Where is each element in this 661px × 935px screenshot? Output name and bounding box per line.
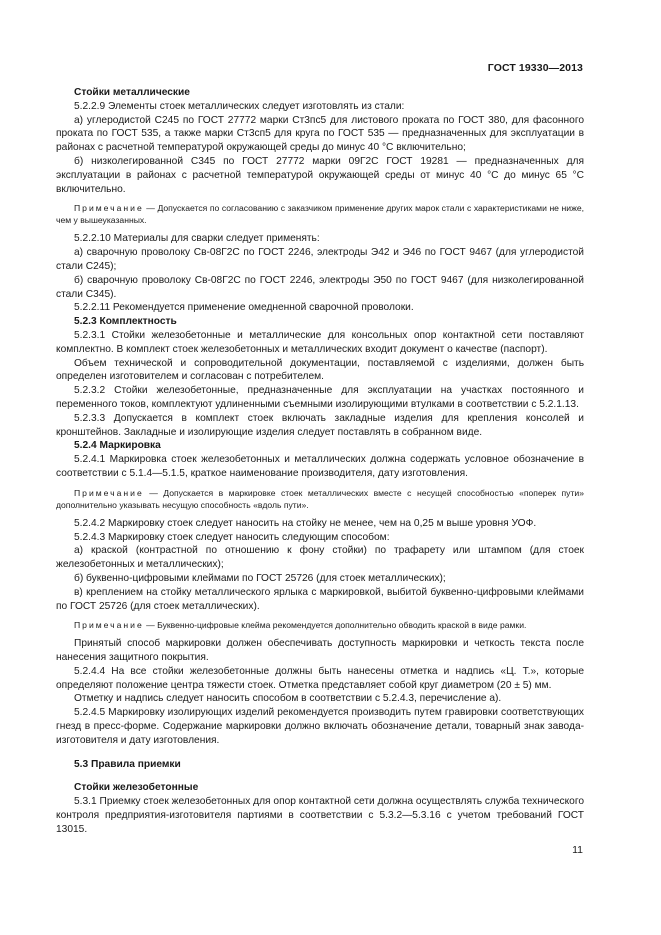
paragraph: 5.2.4.1 Маркировка стоек железобетонных и металлических должна содержать условное обозначение в соответствии с 5.1.4—5.1.5, краткое наименование производителя, дату изготовления.: [56, 454, 584, 479]
paragraph: 5.2.4.5 Маркировку изолирующих изделий рекомендуется производить путем гравировки соответствующих гнезд в пресс-форме. Содержание маркировки должно включать обозначение детали, товарный знак завода-изготовителя и дату изготовления.: [56, 707, 584, 746]
note-label: Примечание: [74, 203, 144, 214]
note-paragraph: [56, 487, 584, 511]
paragraph: а) углеродистой С245 по ГОСТ 27772 марки Ст3пс5 для листового проката по ГОСТ 380, для фасонного проката по ГОСТ 535, а также марки Ст3сп5 для круга по ГОСТ 535 — предназначенных для эксплуатации в районах с расчетной температурой окружающей среды до минус 40 °С включительно;: [56, 114, 584, 154]
page-number: 11: [572, 844, 583, 856]
paragraph: Отметку и надпись следует наносить способом в соответствии с 5.2.4.3, перечисление а).: [74, 693, 502, 705]
section-heading: Стойки железобетонные: [74, 782, 199, 794]
section-heading: 5.3 Правила приемки: [74, 758, 181, 770]
section-heading: 5.2.4 Маркировка: [74, 440, 161, 452]
note-label: Примечание: [74, 620, 144, 631]
paragraph: б) буквенно-цифровыми клеймами по ГОСТ 25726 (для стоек металлических);: [74, 572, 446, 584]
paragraph: 5.2.4.3 Маркировку стоек следует наносить следующим способом:: [74, 531, 390, 543]
paragraph: 5.2.4.2 Маркировку стоек следует наносить на стойку не менее, чем на 0,25 м выше уровня УОФ.: [74, 517, 537, 529]
note-paragraph: [56, 202, 584, 226]
note-label: Примечание: [74, 487, 144, 498]
paragraph: а) сварочную проволоку Св-08Г2С по ГОСТ 2246, электроды Э42 и Э46 по ГОСТ 9467 (для углеродистой стали С245);: [56, 247, 584, 272]
note-paragraph: [56, 619, 584, 631]
paragraph: 5.2.3.3 Допускается в комплект стоек включать закладные изделия для крепления консолей и кронштейнов. Закладные и изолирующие изделия следует поставлять в собранном виде.: [56, 412, 584, 438]
paragraph: б) сварочную проволоку Св-08Г2С по ГОСТ 2246, электроды Э50 по ГОСТ 9467 (для низколегированной стали С345).: [56, 274, 584, 300]
section-heading: 5.2.3 Комплектность: [74, 316, 177, 328]
document-code: ГОСТ 19330—2013: [487, 62, 583, 74]
paragraph: 5.2.4.4 На все стойки железобетонные должны быть нанесены отметка и надпись «Ц. Т.», которые определяют положение центра тяжести стоек. Отметка представляет собой круг диаметром (20 ± 5) мм.: [56, 665, 584, 691]
paragraph: 5.2.3.2 Стойки железобетонные, предназначенные для эксплуатации на участках постоянного и переменного токов, комплектуют удлиненными съемными изолирующими втулками в соответствии с 5.2.1.13.: [56, 385, 584, 410]
note-text: — Допускается по согласованию с заказчиком применение других марок стали с характеристиками не ниже, чем у вышеуказанных.: [56, 203, 584, 226]
document-body: [56, 86, 584, 837]
paragraph: 5.3.1 Приемку стоек железобетонных для опор контактной сети должна осуществлять служба технического контроля предприятия-изготовителя партиями в соответствии с 5.3.2—5.3.16 с учетом требований ГОСТ 13015.: [56, 796, 584, 835]
paragraph: 5.2.3.1 Стойки железобетонные и металлические для консольных опор контактной сети поставляют комплектно. В комплект стоек железобетонных и металлических входит документ о качестве (паспорт).: [56, 329, 584, 355]
paragraph: 5.2.2.9 Элементы стоек металлических следует изготовлять из стали:: [74, 100, 405, 112]
paragraph: 5.2.2.11 Рекомендуется применение омедненной сварочной проволоки.: [74, 302, 414, 314]
paragraph: Объем технической и сопроводительной документации, поставляемой с изделиями, должен быть определен изготовителем и согласован с потребителем.: [56, 357, 584, 383]
paragraph: 5.2.2.10 Материалы для сварки следует применять:: [74, 233, 320, 245]
note-text: — Буквенно-цифровые клейма рекомендуется дополнительно обводить краской в виде рамки.: [143, 620, 527, 631]
note-text: — Допускается в маркировке стоек металлических вместе с несущей способностью «поперек пути» дополнительно указывать несущую способность «вдоль пути».: [56, 487, 584, 510]
paragraph: в) креплением на стойку металлического ярлыка с маркировкой, выбитой буквенно-цифровыми клеймами по ГОСТ 25726 (для стоек металлических).: [56, 586, 584, 612]
section-heading: Стойки металлические: [74, 87, 190, 98]
paragraph: а) краской (контрастной по отношению к фону стойки) по трафарету или штампом (для стоек железобетонных и металлических);: [56, 545, 584, 571]
paragraph: б) низколегированной С345 по ГОСТ 27772 марки 09Г2С ГОСТ 19281 — предназначенных для эксплуатации в районах с расчетной температурой окружающей среды от минус 40 °С до минус 65 °С включительно.: [56, 155, 584, 195]
paragraph: Принятый способ маркировки должен обеспечивать доступность маркировки и четкость текста после нанесения защитного покрытия.: [56, 638, 584, 664]
